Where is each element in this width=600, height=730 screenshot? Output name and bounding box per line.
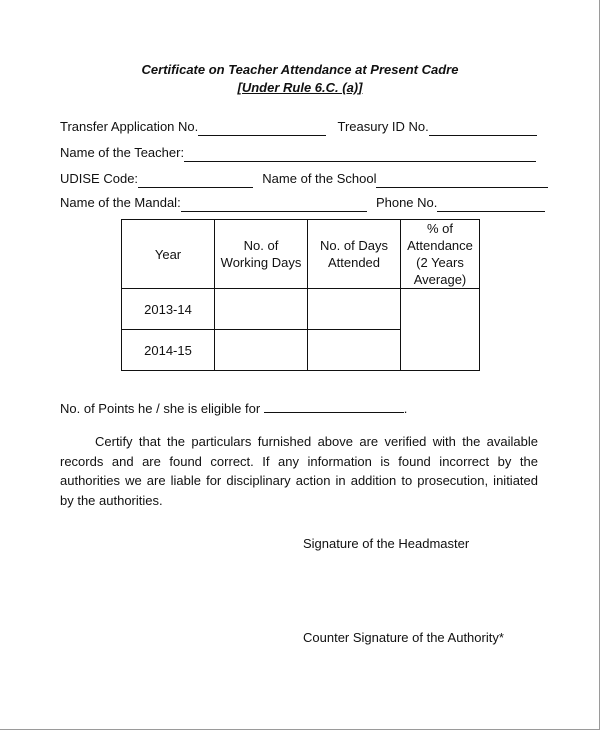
header-working-days: No. of Working Days <box>215 220 308 289</box>
table-header-row <box>122 220 480 289</box>
document-subtitle: [Under Rule 6.C. (a)] <box>237 80 363 95</box>
working-days-cell[interactable] <box>215 289 308 330</box>
teacher-name-label: Name of the Teacher: <box>60 145 185 160</box>
points-suffix: . <box>403 401 408 416</box>
row-year-cell: 2014-15 <box>122 330 215 371</box>
headmaster-signature: Signature of the Headmaster <box>303 536 470 551</box>
header-days-attended: No. of Days Attended <box>308 220 401 289</box>
phone-label: Phone No. <box>375 195 438 210</box>
points-blank[interactable] <box>264 400 404 413</box>
row-year-cell: 2013-14 <box>122 289 215 330</box>
treasury-id-blank[interactable] <box>429 123 537 136</box>
header-year: Year <box>122 220 215 289</box>
udise-school-row <box>60 170 548 188</box>
table-row <box>122 289 480 330</box>
mandal-name-blank[interactable] <box>181 199 367 212</box>
school-name-blank[interactable] <box>376 175 548 188</box>
attendance-table <box>121 219 480 371</box>
teacher-name-blank[interactable] <box>184 149 536 162</box>
pct-attendance-cell[interactable] <box>401 289 480 371</box>
udise-code-blank[interactable] <box>138 175 253 188</box>
phone-blank[interactable] <box>437 199 545 212</box>
working-days-cell[interactable] <box>215 330 308 371</box>
mandal-name-label: Name of the Mandal: <box>60 195 181 210</box>
certification-paragraph: Certify that the particulars furnished above are verified with the available records and are found correct. If any information is found incorrect by the authorities we are liable for disciplinary action in addition to prosecution, initiated by the authorities. <box>60 434 538 508</box>
authority-counter-signature: Counter Signature of the Authority* <box>303 630 504 645</box>
points-label: No. of Points he / she is eligible for <box>60 401 261 416</box>
days-attended-cell[interactable] <box>308 330 401 371</box>
points-row <box>60 400 407 418</box>
teacher-name-row <box>60 144 536 162</box>
udise-code-label: UDISE Code: <box>60 171 139 186</box>
transfer-application-label: Transfer Application No. <box>60 119 199 134</box>
school-name-label: Name of the School <box>262 171 377 186</box>
document-title: Certificate on Teacher Attendance at Present Cadre <box>141 62 459 77</box>
treasury-id-label: Treasury ID No. <box>337 119 429 134</box>
header-pct-attendance: % of Attendance (2 Years Average) <box>401 220 480 289</box>
transfer-treasury-row <box>60 118 537 136</box>
mandal-phone-row <box>60 194 545 212</box>
transfer-application-blank[interactable] <box>198 123 326 136</box>
days-attended-cell[interactable] <box>308 289 401 330</box>
